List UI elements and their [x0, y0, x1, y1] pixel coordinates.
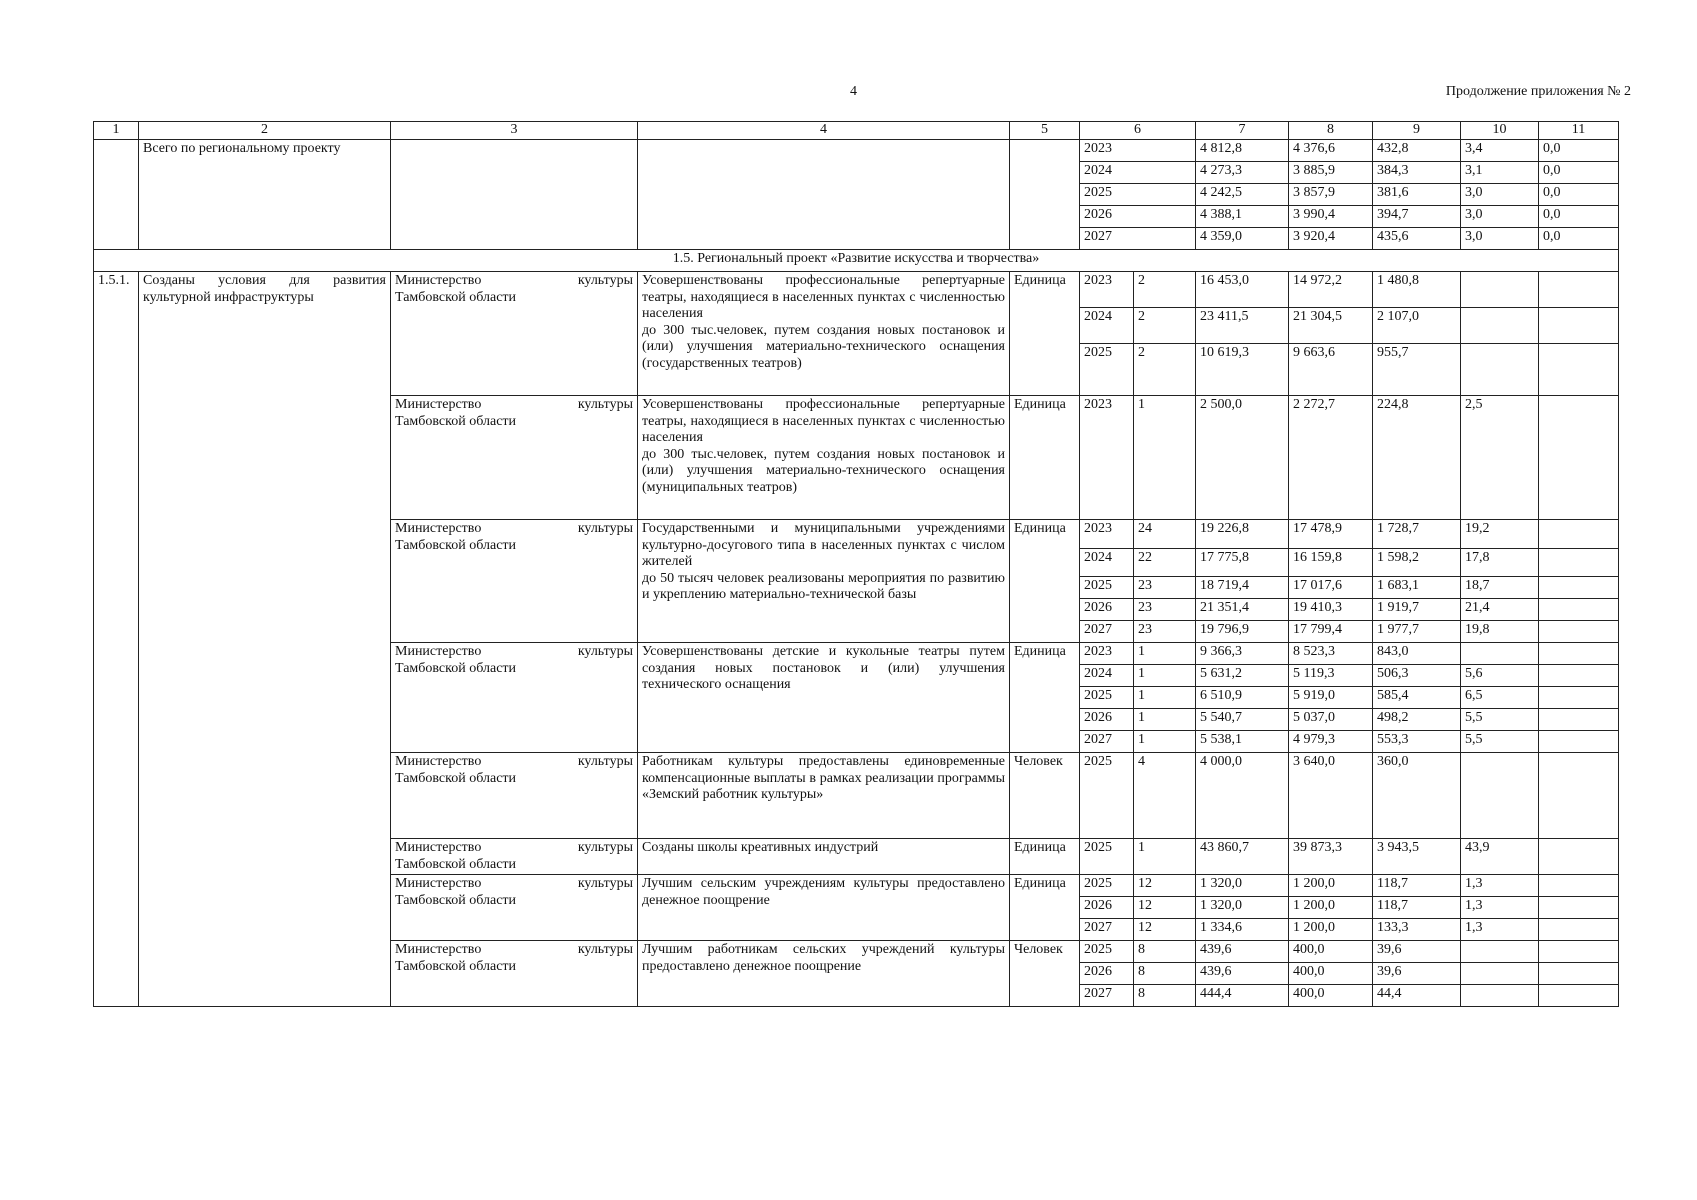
agency-word2: культуры — [577, 644, 633, 659]
agency-word2: культуры — [577, 876, 633, 892]
indicator-value: 23 — [1134, 621, 1196, 643]
agency-word3: Тамбовской области — [395, 413, 517, 429]
value-col8: 4 376,6 — [1289, 140, 1373, 162]
value-col11 — [1539, 549, 1619, 577]
value-col10 — [1461, 941, 1539, 963]
agency-word1: Министерство — [395, 397, 482, 412]
indicator-value: 23 — [1134, 599, 1196, 621]
year-cell: 2025 — [1080, 184, 1196, 206]
value-col11 — [1539, 875, 1619, 897]
value-col7: 439,6 — [1196, 963, 1289, 985]
unit-cell: Единица — [1010, 875, 1080, 941]
value-col10: 3,0 — [1461, 228, 1539, 250]
year-cell: 2027 — [1080, 731, 1134, 753]
value-col7: 5 538,1 — [1196, 731, 1289, 753]
value-col10: 18,7 — [1461, 577, 1539, 599]
agency-word3: Тамбовской области — [395, 660, 517, 676]
value-col10: 21,4 — [1461, 599, 1539, 621]
value-col7: 4 812,8 — [1196, 140, 1289, 162]
result-description — [638, 396, 1010, 520]
agency-cell — [391, 396, 638, 520]
value-col11 — [1539, 963, 1619, 985]
column-header-7: 7 — [1196, 122, 1289, 140]
value-col8: 3 640,0 — [1289, 753, 1373, 839]
agency-word3: Тамбовской области — [395, 770, 517, 786]
agency-name — [395, 840, 633, 873]
indicator-value: 4 — [1134, 753, 1196, 839]
agency-word3: Тамбовской области — [395, 856, 517, 872]
value-col10: 1,3 — [1461, 875, 1539, 897]
year-cell: 2026 — [1080, 599, 1134, 621]
agency-cell — [391, 520, 638, 643]
unit-cell: Человек — [1010, 941, 1080, 1007]
value-col9: 1 683,1 — [1373, 577, 1461, 599]
indicator-value: 8 — [1134, 963, 1196, 985]
value-col11: 0,0 — [1539, 140, 1619, 162]
value-col9: 384,3 — [1373, 162, 1461, 184]
agency-word2: культуры — [577, 840, 633, 855]
value-col9: 3 943,5 — [1373, 839, 1461, 875]
agency-word2: культуры — [577, 397, 633, 412]
value-col10 — [1461, 985, 1539, 1007]
year-cell: 2026 — [1080, 897, 1134, 919]
column-header-row — [94, 122, 1619, 140]
year-cell: 2026 — [1080, 206, 1196, 228]
value-col11: 0,0 — [1539, 228, 1619, 250]
value-col8: 17 799,4 — [1289, 621, 1373, 643]
agency-cell — [391, 272, 638, 396]
year-cell: 2025 — [1080, 753, 1134, 839]
section-row — [94, 250, 1619, 272]
value-col9: 506,3 — [1373, 665, 1461, 687]
unit-cell: Единица — [1010, 520, 1080, 643]
year-cell: 2026 — [1080, 963, 1134, 985]
value-col7: 43 860,7 — [1196, 839, 1289, 875]
indicator-value: 12 — [1134, 897, 1196, 919]
agency-cell — [391, 643, 638, 753]
value-col11 — [1539, 520, 1619, 549]
value-col7: 1 320,0 — [1196, 875, 1289, 897]
value-col10: 5,6 — [1461, 665, 1539, 687]
value-col11 — [1539, 577, 1619, 599]
value-col10: 19,2 — [1461, 520, 1539, 549]
value-col11: 0,0 — [1539, 184, 1619, 206]
value-col7: 4 000,0 — [1196, 753, 1289, 839]
value-col10: 5,5 — [1461, 709, 1539, 731]
value-col11 — [1539, 308, 1619, 344]
year-cell: 2023 — [1080, 140, 1196, 162]
value-col10: 43,9 — [1461, 839, 1539, 875]
result-description-text: Созданы школы креативных индустрий — [642, 840, 879, 855]
year-cell: 2026 — [1080, 709, 1134, 731]
result-description-text: Государственными и муниципальными учреждениями культурно-досугового типа в населенных пунктах с числом жителей — [642, 521, 1005, 570]
indicator-value: 22 — [1134, 549, 1196, 577]
value-col9: 585,4 — [1373, 687, 1461, 709]
value-col11 — [1539, 731, 1619, 753]
value-col8: 21 304,5 — [1289, 308, 1373, 344]
value-col8: 17 017,6 — [1289, 577, 1373, 599]
value-col8: 1 200,0 — [1289, 897, 1373, 919]
value-col10: 17,8 — [1461, 549, 1539, 577]
indicator-value: 8 — [1134, 985, 1196, 1007]
value-col9: 2 107,0 — [1373, 308, 1461, 344]
value-col10 — [1461, 643, 1539, 665]
total-blank-3 — [391, 140, 638, 250]
value-col10 — [1461, 308, 1539, 344]
value-col9: 498,2 — [1373, 709, 1461, 731]
value-col10 — [1461, 344, 1539, 396]
value-col11: 0,0 — [1539, 206, 1619, 228]
value-col11 — [1539, 344, 1619, 396]
agency-name — [395, 644, 633, 677]
agency-word3: Тамбовской области — [395, 289, 517, 305]
value-col8: 400,0 — [1289, 985, 1373, 1007]
value-col9: 224,8 — [1373, 396, 1461, 520]
year-cell: 2024 — [1080, 162, 1196, 184]
column-header-5: 5 — [1010, 122, 1080, 140]
result-description — [638, 839, 1010, 875]
year-cell: 2025 — [1080, 577, 1134, 599]
year-cell: 2025 — [1080, 344, 1134, 396]
column-header-10: 10 — [1461, 122, 1539, 140]
result-description — [638, 875, 1010, 941]
value-col9: 553,3 — [1373, 731, 1461, 753]
result-description-text: Усовершенствованы профессиональные репертуарные театры, находящиеся в населенных пунктах с численностью населения — [642, 273, 1005, 322]
value-col11 — [1539, 709, 1619, 731]
result-description — [638, 520, 1010, 643]
value-col11 — [1539, 396, 1619, 520]
value-col10: 19,8 — [1461, 621, 1539, 643]
indicator-value: 2 — [1134, 344, 1196, 396]
agency-cell — [391, 941, 638, 1007]
column-header-6: 6 — [1080, 122, 1196, 140]
value-col10: 3,0 — [1461, 206, 1539, 228]
value-col11 — [1539, 643, 1619, 665]
agency-word1: Министерство — [395, 876, 482, 892]
value-col8: 14 972,2 — [1289, 272, 1373, 308]
unit-cell: Человек — [1010, 753, 1080, 839]
result-description — [638, 272, 1010, 396]
indicator-value: 1 — [1134, 839, 1196, 875]
agency-word2: культуры — [577, 521, 633, 536]
value-col7: 17 775,8 — [1196, 549, 1289, 577]
result-description — [638, 753, 1010, 839]
year-cell: 2027 — [1080, 985, 1134, 1007]
value-col9: 39,6 — [1373, 963, 1461, 985]
total-label: Всего по региональному проекту — [139, 140, 391, 250]
year-cell: 2025 — [1080, 687, 1134, 709]
unit-cell: Единица — [1010, 396, 1080, 520]
agency-word1: Министерство — [395, 942, 482, 958]
value-col7: 21 351,4 — [1196, 599, 1289, 621]
value-col10: 6,5 — [1461, 687, 1539, 709]
value-col9: 1 919,7 — [1373, 599, 1461, 621]
result-row — [94, 272, 1619, 308]
year-cell: 2023 — [1080, 396, 1134, 520]
value-col10: 5,5 — [1461, 731, 1539, 753]
value-col9: 1 977,7 — [1373, 621, 1461, 643]
value-col8: 1 200,0 — [1289, 875, 1373, 897]
result-description-text: Усовершенствованы детские и кукольные театры путем создания новых постановок и (или) улучшения технического оснащения — [642, 644, 1005, 693]
result-description-text: Работникам культуры предоставлены единовременные компенсационные выплаты в рамках реализации программы «Земский работник культуры» — [642, 754, 1005, 803]
value-col11: 0,0 — [1539, 162, 1619, 184]
agency-word1: Министерство — [395, 521, 482, 536]
value-col7: 2 500,0 — [1196, 396, 1289, 520]
value-col8: 1 200,0 — [1289, 919, 1373, 941]
year-cell: 2025 — [1080, 839, 1134, 875]
agency-word1: Министерство — [395, 840, 482, 855]
year-cell: 2025 — [1080, 941, 1134, 963]
value-col11 — [1539, 919, 1619, 941]
agency-word2: культуры — [577, 942, 633, 958]
value-col8: 39 873,3 — [1289, 839, 1373, 875]
agency-cell — [391, 875, 638, 941]
value-col8: 3 857,9 — [1289, 184, 1373, 206]
indicator-value: 1 — [1134, 396, 1196, 520]
value-col10 — [1461, 753, 1539, 839]
agency-word3: Тамбовской области — [395, 892, 517, 908]
value-col9: 955,7 — [1373, 344, 1461, 396]
value-col8: 5 919,0 — [1289, 687, 1373, 709]
value-col7: 5 540,7 — [1196, 709, 1289, 731]
value-col9: 1 728,7 — [1373, 520, 1461, 549]
value-col8: 400,0 — [1289, 941, 1373, 963]
unit-cell: Единица — [1010, 272, 1080, 396]
agency-word3: Тамбовской области — [395, 958, 517, 974]
value-col8: 400,0 — [1289, 963, 1373, 985]
value-col8: 3 920,4 — [1289, 228, 1373, 250]
value-col7: 1 320,0 — [1196, 897, 1289, 919]
indicator-value: 1 — [1134, 731, 1196, 753]
indicator-value: 8 — [1134, 941, 1196, 963]
value-col9: 44,4 — [1373, 985, 1461, 1007]
agency-name — [395, 942, 633, 975]
indicator-value: 24 — [1134, 520, 1196, 549]
agency-name — [395, 521, 633, 554]
value-col9: 843,0 — [1373, 643, 1461, 665]
column-header-1: 1 — [94, 122, 139, 140]
value-col9: 133,3 — [1373, 919, 1461, 941]
total-row — [94, 140, 1619, 162]
value-col11 — [1539, 985, 1619, 1007]
result-description-text-2: до 300 тыс.человек, путем создания новых постановок и (или) улучшения материально-технического оснащения (государственных театров) — [642, 322, 1005, 371]
unit-cell: Единица — [1010, 839, 1080, 875]
indicator-value: 2 — [1134, 272, 1196, 308]
item-number: 1.5.1. — [94, 272, 139, 1007]
value-col7: 4 273,3 — [1196, 162, 1289, 184]
value-col7: 444,4 — [1196, 985, 1289, 1007]
year-cell: 2025 — [1080, 875, 1134, 897]
value-col10: 3,0 — [1461, 184, 1539, 206]
value-col7: 4 242,5 — [1196, 184, 1289, 206]
value-col7: 439,6 — [1196, 941, 1289, 963]
agency-name — [395, 397, 633, 430]
year-cell: 2023 — [1080, 272, 1134, 308]
value-col9: 39,6 — [1373, 941, 1461, 963]
value-col11 — [1539, 839, 1619, 875]
value-col7: 19 226,8 — [1196, 520, 1289, 549]
section-title: 1.5. Региональный проект «Развитие искусства и творчества» — [94, 250, 1619, 272]
value-col7: 10 619,3 — [1196, 344, 1289, 396]
budget-table — [93, 121, 1619, 1007]
value-col9: 394,7 — [1373, 206, 1461, 228]
total-blank-4 — [638, 140, 1010, 250]
agency-name — [395, 273, 633, 306]
year-cell: 2024 — [1080, 549, 1134, 577]
value-col8: 5 037,0 — [1289, 709, 1373, 731]
value-col11 — [1539, 272, 1619, 308]
value-col7: 4 359,0 — [1196, 228, 1289, 250]
year-cell: 2027 — [1080, 228, 1196, 250]
page-number: 4 — [850, 84, 857, 99]
indicator-value: 1 — [1134, 643, 1196, 665]
column-header-4: 4 — [638, 122, 1010, 140]
indicator-value: 12 — [1134, 919, 1196, 941]
value-col7: 5 631,2 — [1196, 665, 1289, 687]
year-cell: 2027 — [1080, 919, 1134, 941]
value-col9: 1 480,8 — [1373, 272, 1461, 308]
result-description-text: Усовершенствованы профессиональные репертуарные театры, находящиеся в населенных пунктах с численностью населения — [642, 397, 1005, 446]
year-cell: 2023 — [1080, 520, 1134, 549]
value-col10 — [1461, 963, 1539, 985]
year-cell: 2024 — [1080, 308, 1134, 344]
value-col11 — [1539, 687, 1619, 709]
value-col11 — [1539, 941, 1619, 963]
column-header-9: 9 — [1373, 122, 1461, 140]
value-col7: 16 453,0 — [1196, 272, 1289, 308]
value-col7: 18 719,4 — [1196, 577, 1289, 599]
indicator-value: 1 — [1134, 687, 1196, 709]
column-header-2: 2 — [139, 122, 391, 140]
agency-word2: культуры — [577, 754, 633, 769]
value-col9: 432,8 — [1373, 140, 1461, 162]
value-col9: 1 598,2 — [1373, 549, 1461, 577]
value-col9: 118,7 — [1373, 875, 1461, 897]
value-col9: 381,6 — [1373, 184, 1461, 206]
indicator-value: 1 — [1134, 709, 1196, 731]
value-col11 — [1539, 599, 1619, 621]
result-description-text-2: до 50 тысяч человек реализованы мероприятия по развитию и укреплению материально-технической базы — [642, 570, 1005, 603]
agency-word1: Министерство — [395, 273, 482, 288]
agency-name — [395, 754, 633, 787]
total-blank-5 — [1010, 140, 1080, 250]
value-col10: 1,3 — [1461, 897, 1539, 919]
value-col7: 9 366,3 — [1196, 643, 1289, 665]
result-description — [638, 643, 1010, 753]
year-cell: 2027 — [1080, 621, 1134, 643]
value-col9: 360,0 — [1373, 753, 1461, 839]
total-blank-1 — [94, 140, 139, 250]
item-name: Созданы условия для развития культурной инфраструктуры — [139, 272, 391, 1007]
value-col10: 3,1 — [1461, 162, 1539, 184]
indicator-value: 12 — [1134, 875, 1196, 897]
value-col11 — [1539, 665, 1619, 687]
result-description-text: Лучшим сельским учреждениям культуры предоставлено денежное поощрение — [642, 876, 1005, 908]
value-col7: 19 796,9 — [1196, 621, 1289, 643]
agency-word2: культуры — [577, 273, 633, 288]
result-description-text-2: до 300 тыс.человек, путем создания новых постановок и (или) улучшения материально-технического оснащения (муниципальных театров) — [642, 446, 1005, 495]
value-col8: 19 410,3 — [1289, 599, 1373, 621]
value-col7: 1 334,6 — [1196, 919, 1289, 941]
unit-cell: Единица — [1010, 643, 1080, 753]
value-col10: 1,3 — [1461, 919, 1539, 941]
agency-cell — [391, 839, 638, 875]
value-col11 — [1539, 753, 1619, 839]
value-col7: 6 510,9 — [1196, 687, 1289, 709]
value-col8: 2 272,7 — [1289, 396, 1373, 520]
agency-cell — [391, 753, 638, 839]
result-description-text: Лучшим работникам сельских учреждений культуры предоставлено денежное поощрение — [642, 942, 1005, 974]
value-col8: 16 159,8 — [1289, 549, 1373, 577]
value-col10: 3,4 — [1461, 140, 1539, 162]
value-col8: 8 523,3 — [1289, 643, 1373, 665]
column-header-8: 8 — [1289, 122, 1373, 140]
value-col8: 9 663,6 — [1289, 344, 1373, 396]
value-col11 — [1539, 897, 1619, 919]
value-col9: 118,7 — [1373, 897, 1461, 919]
value-col8: 3 990,4 — [1289, 206, 1373, 228]
indicator-value: 2 — [1134, 308, 1196, 344]
value-col8: 4 979,3 — [1289, 731, 1373, 753]
value-col7: 4 388,1 — [1196, 206, 1289, 228]
appendix-note: Продолжение приложения № 2 — [1445, 84, 1631, 99]
value-col10: 2,5 — [1461, 396, 1539, 520]
column-header-11: 11 — [1539, 122, 1619, 140]
indicator-value: 23 — [1134, 577, 1196, 599]
agency-word1: Министерство — [395, 754, 482, 769]
value-col11 — [1539, 621, 1619, 643]
column-header-3: 3 — [391, 122, 638, 140]
result-description — [638, 941, 1010, 1007]
indicator-value: 1 — [1134, 665, 1196, 687]
agency-word1: Министерство — [395, 644, 482, 659]
value-col7: 23 411,5 — [1196, 308, 1289, 344]
value-col8: 3 885,9 — [1289, 162, 1373, 184]
value-col9: 435,6 — [1373, 228, 1461, 250]
value-col8: 17 478,9 — [1289, 520, 1373, 549]
agency-name — [395, 876, 633, 909]
year-cell: 2023 — [1080, 643, 1134, 665]
agency-word3: Тамбовской области — [395, 537, 517, 553]
value-col10 — [1461, 272, 1539, 308]
year-cell: 2024 — [1080, 665, 1134, 687]
value-col8: 5 119,3 — [1289, 665, 1373, 687]
